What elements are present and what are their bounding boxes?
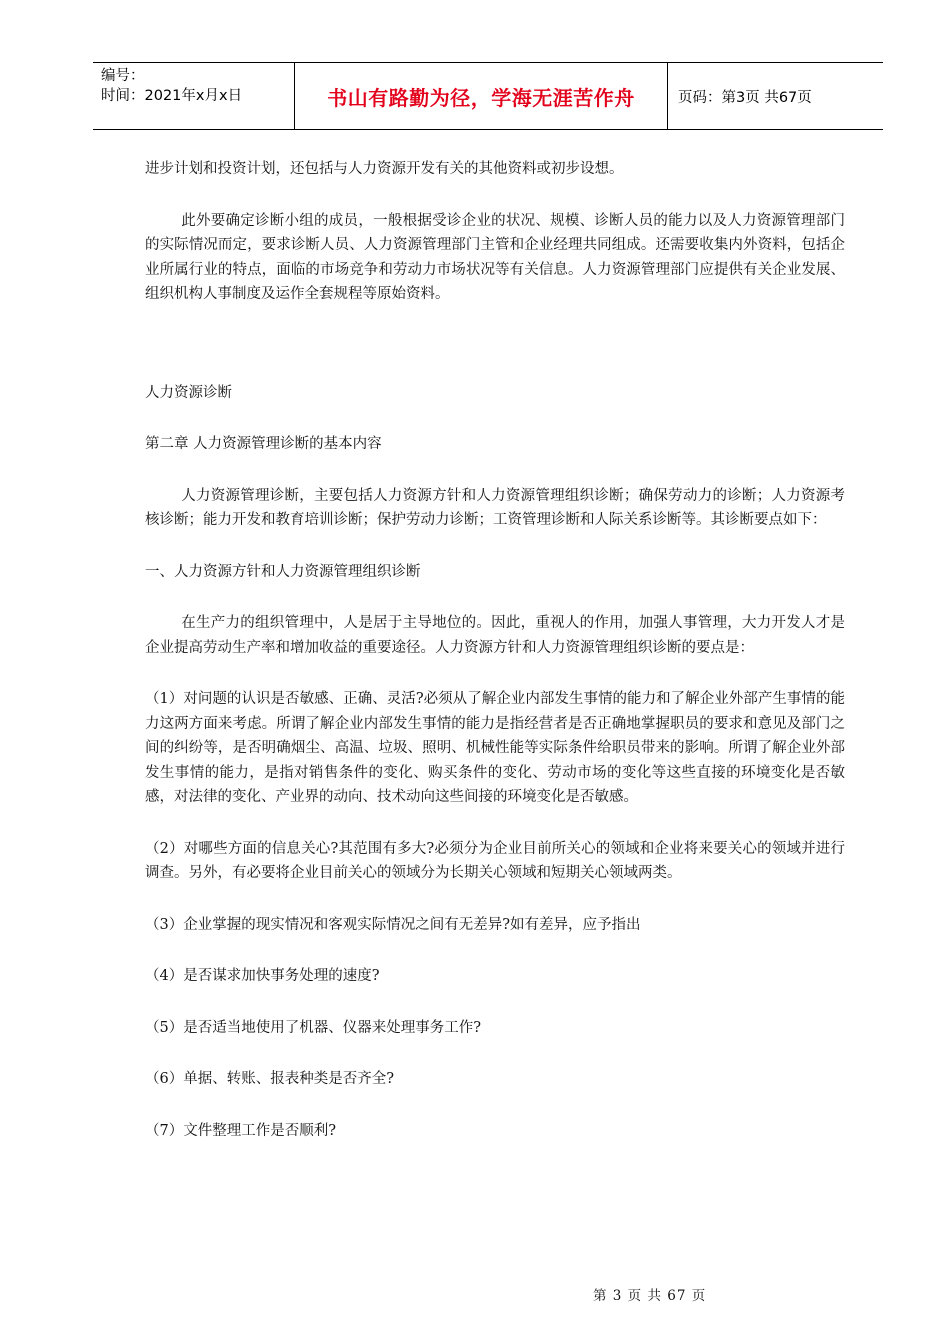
section-label: 人力资源诊断 [145, 384, 232, 401]
document-number: 编号： [101, 68, 145, 84]
header-meta [93, 63, 295, 129]
list-item: （3）企业掌握的现实情况和客观实际情况之间有无差异?如有差异，应予指出 [145, 916, 641, 933]
list-item: （6）单据、转账、报表种类是否齐全? [145, 1071, 394, 1087]
document-time: 时间：2021年x月x日 [101, 88, 243, 104]
paragraph: 此外要确定诊断小组的成员，一般根据受诊企业的状况、规模、诊断人员的能力以及人力资源管理部门的实际情况而定，要求诊断人员、人力资源管理部门主管和企业经理共同组成。还需要收集内外资料，包括企业所属行业的特点，面临的市场竞争和劳动力市场状况等有关信息。人力资源管理部门应提供有关企业发展、组织机构人事制度及运作全套规程等原始资料。 [145, 212, 845, 302]
page-header [93, 62, 883, 130]
list-item: （7）文件整理工作是否顺利? [145, 1122, 336, 1139]
list-item: （2）对哪些方面的信息关心?其范围有多大?必须分为企业目前所关心的领域和企业将来要关心的领域并进行调查。另外，有必要将企业目前关心的领域分为长期关心领域和短期关心领域两类。 [145, 840, 845, 881]
section-heading: 一、人力资源方针和人力资源管理组织诊断 [145, 563, 421, 580]
header-page-number: 页码：第3页 共67页 [678, 89, 812, 106]
list-item: （1）对问题的认识是否敏感、正确、灵活?必须从了解企业内部发生事情的能力和了解企业外部产生事情的能力这两方面来考虑。所谓了解企业内部发生事情的能力是指经营者是否正确地掌握职员的要求和意见及部门之间的纠纷等，是否明确烟尘、高温、垃圾、照明、机械性能等实际条件给职员带来的影响。所谓了解企业外部发生事情的能力，是指对销售条件的变化、购买条件的变化、劳动市场的变化等这些直接的环境变化是否敏感，对法律的变化、产业界的动向、技术动向这些间接的环境变化是否敏感。 [145, 691, 845, 805]
header-motto: 书山有路勤为径，学海无涯苦作舟 [295, 63, 668, 129]
paragraph: 进步计划和投资计划，还包括与人力资源开发有关的其他资料或初步设想。 [145, 161, 624, 177]
list-item: （4）是否谋求加快事务处理的速度? [145, 968, 380, 984]
document-body [145, 157, 845, 1143]
page-footer: 第 3 页 共 67 页 [593, 1288, 707, 1304]
list-item: （5）是否适当地使用了机器、仪器来处理事务工作? [145, 1019, 481, 1036]
paragraph: 在生产力的组织管理中，人是居于主导地位的。因此，重视人的作用，加强人事管理，大力开发人才是企业提高劳动生产率和增加收益的重要途径。人力资源方针和人力资源管理组织诊断的要点是： [145, 615, 845, 656]
chapter-heading: 第二章 人力资源管理诊断的基本内容 [145, 436, 382, 452]
paragraph: 人力资源管理诊断，主要包括人力资源方针和人力资源管理组织诊断；确保劳动力的诊断；人力资源考核诊断；能力开发和教育培训诊断；保护劳动力诊断；工资管理诊断和人际关系诊断等。其诊断要点如下： [145, 487, 845, 528]
